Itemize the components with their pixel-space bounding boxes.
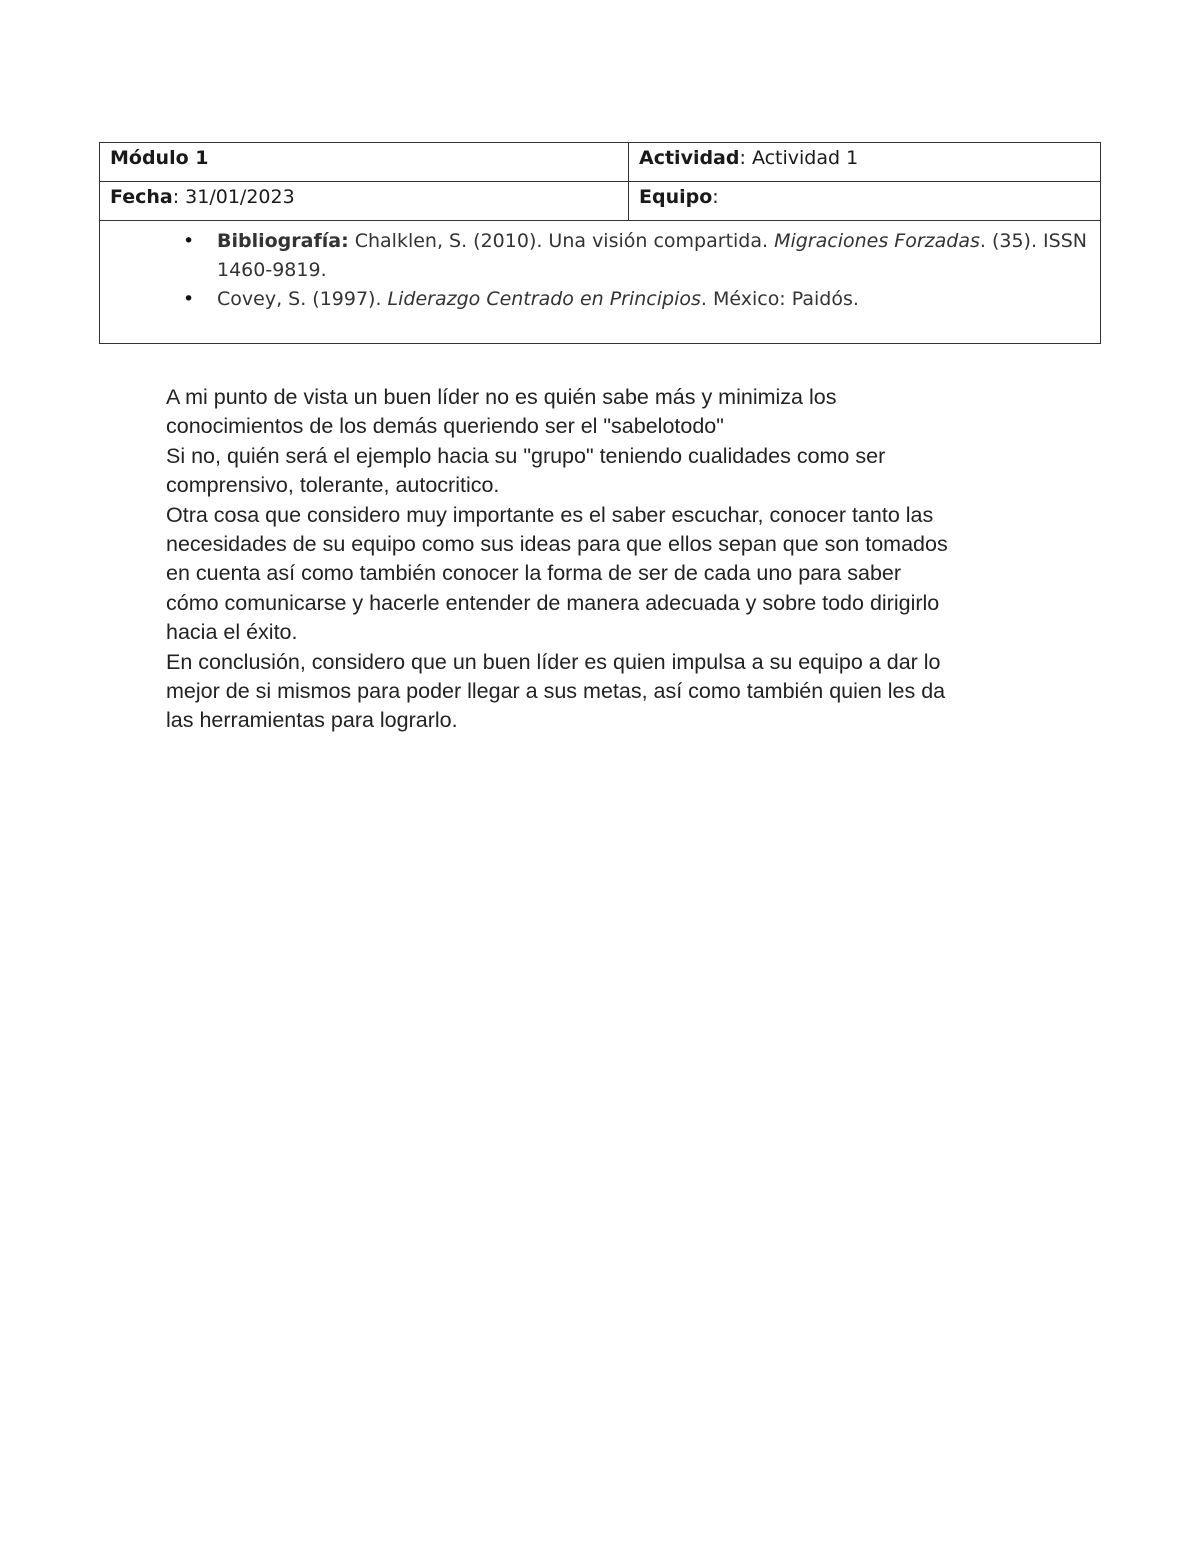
header-row-1 (100, 143, 1101, 182)
essay-line: Si no, quién será el ejemplo hacia su "grupo" teniendo cualidades como ser (166, 443, 886, 468)
header-table (99, 142, 1101, 344)
header-row-2 (100, 182, 1101, 221)
bibliography-item (183, 285, 1090, 314)
essay-line: las herramientas para lograrlo. (166, 708, 458, 733)
actividad-separator: : (739, 147, 752, 169)
bibliography-item (183, 227, 1090, 285)
bibliography-cell (100, 221, 1101, 344)
bibliography-list (100, 227, 1090, 314)
modulo-label: Módulo 1 (110, 147, 209, 169)
bibliography-text: Covey, S. (1997). (217, 288, 388, 310)
fecha-label: Fecha (110, 186, 173, 208)
fecha-cell (100, 182, 629, 221)
bibliography-text: Chalklen, S. (2010). Una visión compartida. (348, 230, 775, 252)
modulo-cell (100, 143, 629, 182)
bibliography-text-after: . (35). ISSN 1460-9819. (217, 230, 1087, 281)
essay-line: necesidades de su equipo como sus ideas para que ellos sepan que son tomados (166, 532, 948, 557)
essay-line: conocimientos de los demás queriendo ser el "sabelotodo" (166, 414, 724, 439)
essay-line: mejor de si mismos para poder llegar a sus metas, así como también quien les da (166, 679, 946, 704)
actividad-value: Actividad 1 (751, 147, 859, 169)
header-row-3 (100, 221, 1101, 344)
fecha-separator: : (172, 186, 186, 208)
equipo-separator: : (712, 186, 719, 208)
bullet-icon: • (183, 288, 195, 310)
bibliography-label: Bibliografía: (217, 230, 349, 252)
essay-line: En conclusión, considero que un buen líder es quien impulsa a su equipo a dar lo (166, 649, 941, 674)
essay-line: en cuenta así como también conocer la forma de ser de cada uno para saber (166, 561, 902, 586)
fecha-value: 31/01/2023 (185, 186, 295, 208)
actividad-cell (629, 143, 1101, 182)
bibliography-italic-title: Migraciones Forzadas (774, 230, 980, 252)
essay-line: Otra cosa que considero muy importante es el saber escuchar, conocer tanto las (166, 502, 934, 527)
essay-body (166, 383, 1046, 736)
essay-line: cómo comunicarse y hacerle entender de manera adecuada y sobre todo dirigirlo (166, 590, 940, 615)
equipo-cell (629, 182, 1101, 221)
bibliography-text-after: . México: Paidós. (700, 288, 859, 310)
essay-line: A mi punto de vista un buen líder no es quién sabe más y minimiza los (166, 385, 837, 409)
bibliography-italic-title: Liderazgo Centrado en Principios (387, 288, 701, 310)
actividad-label: Actividad (639, 147, 740, 169)
equipo-label: Equipo (639, 186, 713, 208)
essay-line: comprensivo, tolerante, autocritico. (166, 473, 500, 498)
essay-line: hacia el éxito. (166, 620, 298, 645)
bullet-icon: • (183, 230, 195, 252)
